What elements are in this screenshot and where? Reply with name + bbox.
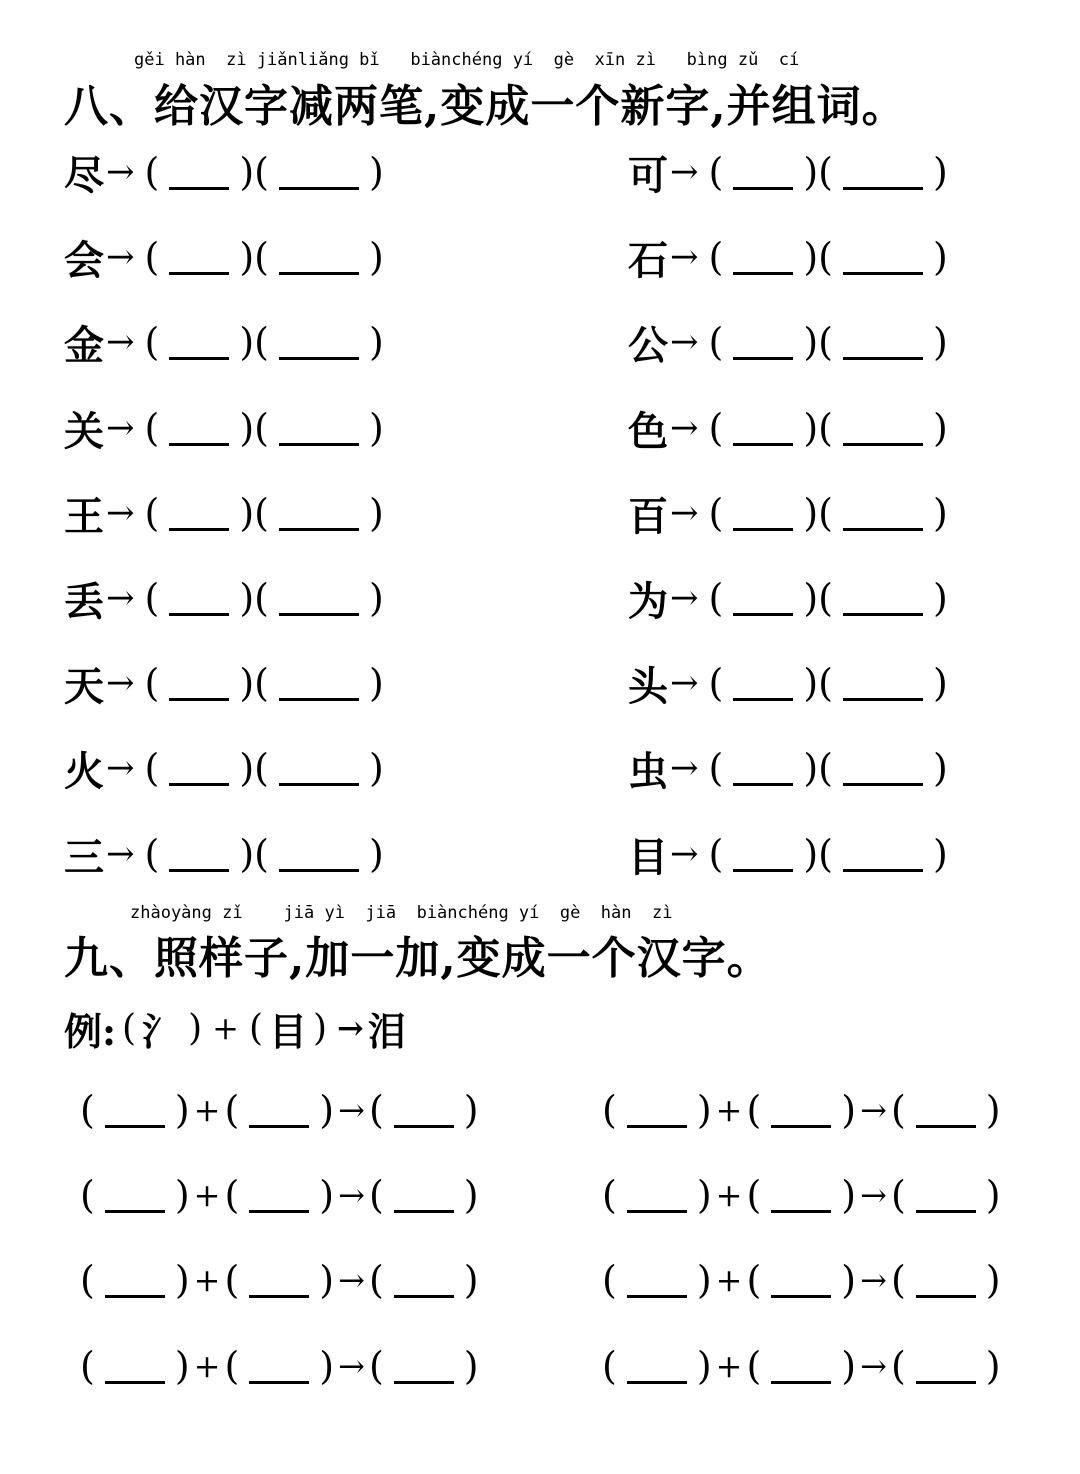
new-character-blank[interactable]	[169, 743, 229, 786]
subtract-strokes-item	[628, 398, 948, 458]
arrow: →	[670, 152, 699, 192]
new-character-blank[interactable]	[169, 488, 229, 531]
right-paren: )	[932, 746, 948, 790]
add-parts-item	[80, 1336, 479, 1396]
part1-blank[interactable]	[105, 1085, 165, 1128]
right-paren: )	[239, 406, 255, 450]
new-character-blank[interactable]	[169, 403, 229, 446]
right-paren: )	[368, 576, 384, 620]
source-character: 目	[628, 833, 668, 881]
part1-blank[interactable]	[627, 1085, 687, 1128]
part2-blank[interactable]	[771, 1085, 831, 1128]
right-paren: )	[319, 1173, 335, 1217]
word-blank[interactable]	[279, 232, 359, 275]
arrow: →	[860, 1347, 887, 1385]
source-character: 头	[628, 662, 668, 710]
result-blank[interactable]	[916, 1085, 976, 1128]
word-blank[interactable]	[843, 829, 923, 872]
right-paren: )	[932, 320, 948, 364]
right-paren: )	[696, 1088, 712, 1132]
right-paren: )	[841, 1173, 857, 1217]
arrow: →	[106, 237, 135, 277]
word-blank[interactable]	[843, 232, 923, 275]
arrow: →	[860, 1091, 887, 1129]
right-paren: )	[803, 491, 819, 535]
left-paren: (	[80, 1344, 95, 1388]
arrow: →	[106, 152, 135, 192]
right-paren: )	[368, 832, 384, 876]
source-character: 丢	[64, 577, 104, 625]
right-paren: )	[368, 661, 384, 705]
left-paren: (	[144, 746, 160, 790]
right-paren: )	[932, 661, 948, 705]
part2-blank[interactable]	[249, 1255, 309, 1298]
word-blank[interactable]	[279, 147, 359, 190]
word-blank[interactable]	[843, 488, 923, 531]
right-paren: )	[932, 150, 948, 194]
arrow: →	[670, 237, 699, 277]
right-paren: )	[932, 235, 948, 279]
left-paren: (	[602, 1258, 617, 1302]
arrow: →	[670, 748, 699, 788]
left-paren: (	[368, 1258, 384, 1302]
plus-sign: +	[193, 1261, 221, 1299]
right-paren: )	[463, 1088, 479, 1132]
subtract-strokes-item	[64, 227, 384, 287]
left-paren: (	[224, 1088, 240, 1132]
right-paren: )	[696, 1344, 712, 1388]
right-paren: )	[985, 1173, 1001, 1217]
left-paren: (	[144, 576, 160, 620]
source-character: 可	[628, 151, 668, 199]
source-character: 虫	[628, 747, 668, 795]
left-paren: (	[254, 746, 269, 790]
subtract-strokes-item	[628, 312, 948, 372]
left-paren: (	[224, 1258, 240, 1302]
new-character-blank[interactable]	[169, 317, 229, 360]
arrow: →	[106, 408, 135, 448]
result-blank[interactable]	[916, 1341, 976, 1384]
section8-pinyin: gěi hàn zì jiǎnliǎng bǐ biànchéng yí gè xīn zì bìng zǔ cí	[134, 50, 800, 70]
left-paren: (	[254, 832, 269, 876]
new-character-blank[interactable]	[733, 147, 793, 190]
example-part1: 氵	[142, 1008, 181, 1054]
source-character: 尽	[64, 151, 104, 199]
left-paren: (	[254, 661, 269, 705]
right-paren: )	[985, 1258, 1001, 1302]
left-paren: (	[818, 491, 833, 535]
left-paren: (	[80, 1258, 95, 1302]
plus-sign: +	[715, 1347, 743, 1385]
add-parts-item	[80, 1250, 479, 1310]
arrow: →	[106, 322, 135, 362]
subtract-strokes-item	[628, 483, 948, 543]
left-paren: (	[890, 1173, 906, 1217]
subtract-strokes-item	[64, 398, 384, 458]
new-character-blank[interactable]	[733, 317, 793, 360]
right-paren: )	[368, 491, 384, 535]
plus-sign: +	[193, 1347, 221, 1385]
left-paren: (	[890, 1258, 906, 1302]
example-part2: 目	[268, 1008, 307, 1054]
arrow: →	[670, 834, 699, 874]
left-paren: (	[818, 406, 833, 450]
left-paren: (	[254, 150, 269, 194]
result-blank[interactable]	[394, 1170, 454, 1213]
word-blank[interactable]	[279, 658, 359, 701]
left-paren: (	[254, 320, 269, 364]
right-paren: )	[239, 150, 255, 194]
new-character-blank[interactable]	[733, 658, 793, 701]
right-paren: )	[368, 150, 384, 194]
left-paren: (	[708, 661, 724, 705]
left-paren: (	[248, 1007, 263, 1049]
word-blank[interactable]	[843, 743, 923, 786]
left-paren: (	[818, 746, 833, 790]
right-paren: )	[803, 576, 819, 620]
left-paren: (	[602, 1088, 617, 1132]
subtract-strokes-item	[64, 653, 384, 713]
left-paren: (	[254, 235, 269, 279]
right-paren: )	[174, 1258, 190, 1302]
arrow: →	[106, 748, 135, 788]
subtract-strokes-item	[628, 653, 948, 713]
arrow: →	[338, 1347, 365, 1385]
right-paren: )	[841, 1344, 857, 1388]
left-paren: (	[254, 491, 269, 535]
right-paren: )	[696, 1258, 712, 1302]
arrow: →	[670, 493, 699, 533]
part2-blank[interactable]	[249, 1170, 309, 1213]
left-paren: (	[818, 150, 833, 194]
subtract-strokes-item	[64, 142, 384, 202]
arrow: →	[106, 493, 135, 533]
new-character-blank[interactable]	[733, 488, 793, 531]
plus-sign: +	[193, 1176, 221, 1214]
left-paren: (	[890, 1088, 906, 1132]
new-character-blank[interactable]	[169, 658, 229, 701]
add-parts-item	[602, 1165, 1001, 1225]
part1-blank[interactable]	[105, 1255, 165, 1298]
add-parts-item	[602, 1336, 1001, 1396]
part1-blank[interactable]	[627, 1170, 687, 1213]
right-paren: )	[174, 1344, 190, 1388]
new-character-blank[interactable]	[169, 829, 229, 872]
right-paren: )	[463, 1173, 479, 1217]
left-paren: (	[80, 1173, 95, 1217]
source-character: 会	[64, 236, 104, 284]
section9-title: 九、照样子,加一加,变成一个汉字。	[64, 933, 772, 984]
right-paren: )	[841, 1258, 857, 1302]
example-result: 泪	[367, 1008, 406, 1054]
subtract-strokes-item	[64, 824, 384, 884]
subtract-strokes-item	[64, 568, 384, 628]
right-paren: )	[239, 832, 255, 876]
left-paren: (	[746, 1088, 762, 1132]
right-paren: )	[239, 661, 255, 705]
arrow: →	[860, 1176, 887, 1214]
source-character: 石	[628, 236, 668, 284]
right-paren: )	[932, 491, 948, 535]
result-blank[interactable]	[394, 1085, 454, 1128]
left-paren: (	[708, 150, 724, 194]
new-character-blank[interactable]	[169, 573, 229, 616]
arrow: →	[670, 408, 699, 448]
example-plus: +	[212, 1009, 239, 1047]
right-paren: )	[368, 235, 384, 279]
part1-blank[interactable]	[627, 1255, 687, 1298]
word-blank[interactable]	[843, 658, 923, 701]
left-paren: (	[602, 1173, 617, 1217]
right-paren: )	[803, 746, 819, 790]
right-paren: )	[932, 832, 948, 876]
part2-blank[interactable]	[771, 1341, 831, 1384]
arrow: →	[106, 578, 135, 618]
right-paren: )	[319, 1258, 335, 1302]
word-blank[interactable]	[279, 829, 359, 872]
left-paren: (	[746, 1258, 762, 1302]
source-character: 王	[64, 492, 104, 540]
plus-sign: +	[715, 1261, 743, 1299]
word-blank[interactable]	[279, 573, 359, 616]
plus-sign: +	[193, 1091, 221, 1129]
left-paren: (	[368, 1173, 384, 1217]
source-character: 为	[628, 577, 668, 625]
left-paren: (	[254, 406, 269, 450]
part1-blank[interactable]	[627, 1341, 687, 1384]
subtract-strokes-item	[628, 568, 948, 628]
left-paren: (	[254, 576, 269, 620]
right-paren: )	[239, 576, 255, 620]
arrow: →	[860, 1261, 887, 1299]
source-character: 公	[628, 321, 668, 369]
subtract-strokes-item	[628, 142, 948, 202]
subtract-strokes-item	[628, 824, 948, 884]
left-paren: (	[224, 1173, 240, 1217]
subtract-strokes-item	[628, 227, 948, 287]
left-paren: (	[80, 1088, 95, 1132]
left-paren: (	[746, 1344, 762, 1388]
left-paren: (	[708, 832, 724, 876]
plus-sign: +	[715, 1176, 743, 1214]
subtract-strokes-item	[64, 312, 384, 372]
example-arrow: →	[337, 1009, 364, 1047]
word-blank[interactable]	[843, 317, 923, 360]
left-paren: (	[144, 491, 160, 535]
left-paren: (	[708, 491, 724, 535]
source-character: 火	[64, 747, 104, 795]
right-paren: )	[932, 406, 948, 450]
left-paren: (	[144, 320, 160, 364]
left-paren: (	[602, 1344, 617, 1388]
right-paren: )	[803, 320, 819, 364]
right-paren: )	[985, 1088, 1001, 1132]
result-blank[interactable]	[394, 1341, 454, 1384]
subtract-strokes-item	[64, 483, 384, 543]
left-paren: (	[708, 746, 724, 790]
word-blank[interactable]	[843, 403, 923, 446]
example-label: 例:	[64, 1008, 117, 1054]
left-paren: (	[368, 1088, 384, 1132]
right-paren: )	[313, 1007, 328, 1049]
right-paren: )	[803, 832, 819, 876]
right-paren: )	[463, 1258, 479, 1302]
add-parts-item	[602, 1250, 1001, 1310]
section8-title: 八、给汉字减两笔,变成一个新字,并组词。	[64, 81, 907, 132]
part2-blank[interactable]	[771, 1170, 831, 1213]
arrow: →	[106, 663, 135, 703]
add-parts-item	[80, 1165, 479, 1225]
add-parts-item	[80, 1080, 479, 1140]
left-paren: (	[144, 832, 160, 876]
arrow: →	[338, 1261, 365, 1299]
right-paren: )	[803, 235, 819, 279]
section9-pinyin: zhàoyàng zǐ jiā yì jiā biànchéng yí gè hàn zì	[130, 903, 673, 923]
left-paren: (	[818, 320, 833, 364]
word-blank[interactable]	[279, 403, 359, 446]
right-paren: )	[932, 576, 948, 620]
word-blank[interactable]	[279, 317, 359, 360]
result-blank[interactable]	[394, 1255, 454, 1298]
part2-blank[interactable]	[249, 1085, 309, 1128]
left-paren: (	[708, 235, 724, 279]
word-blank[interactable]	[843, 147, 923, 190]
arrow: →	[670, 663, 699, 703]
add-parts-item	[602, 1080, 1001, 1140]
left-paren: (	[890, 1344, 906, 1388]
left-paren: (	[368, 1344, 384, 1388]
left-paren: (	[818, 235, 833, 279]
arrow: →	[338, 1176, 365, 1214]
right-paren: )	[463, 1344, 479, 1388]
word-blank[interactable]	[279, 743, 359, 786]
right-paren: )	[368, 320, 384, 364]
left-paren: (	[122, 1007, 137, 1049]
new-character-blank[interactable]	[169, 232, 229, 275]
subtract-strokes-item	[64, 738, 384, 798]
example-row	[64, 1000, 406, 1056]
left-paren: (	[818, 661, 833, 705]
right-paren: )	[239, 320, 255, 364]
right-paren: )	[174, 1088, 190, 1132]
new-character-blank[interactable]	[733, 573, 793, 616]
source-character: 百	[628, 492, 668, 540]
part2-blank[interactable]	[249, 1341, 309, 1384]
left-paren: (	[708, 320, 724, 364]
right-paren: )	[368, 746, 384, 790]
right-paren: )	[239, 746, 255, 790]
left-paren: (	[818, 576, 833, 620]
source-character: 色	[628, 407, 668, 455]
right-paren: )	[174, 1173, 190, 1217]
right-paren: )	[239, 235, 255, 279]
right-paren: )	[239, 491, 255, 535]
new-character-blank[interactable]	[733, 403, 793, 446]
result-blank[interactable]	[916, 1170, 976, 1213]
left-paren: (	[708, 406, 724, 450]
left-paren: (	[746, 1173, 762, 1217]
left-paren: (	[144, 150, 160, 194]
new-character-blank[interactable]	[733, 829, 793, 872]
right-paren: )	[803, 150, 819, 194]
word-blank[interactable]	[279, 488, 359, 531]
right-paren: )	[803, 406, 819, 450]
right-paren: )	[696, 1173, 712, 1217]
word-blank[interactable]	[843, 573, 923, 616]
right-paren: )	[803, 661, 819, 705]
arrow: →	[106, 834, 135, 874]
part2-blank[interactable]	[771, 1255, 831, 1298]
source-character: 金	[64, 321, 104, 369]
part1-blank[interactable]	[105, 1170, 165, 1213]
left-paren: (	[144, 661, 160, 705]
left-paren: (	[708, 576, 724, 620]
new-character-blank[interactable]	[733, 743, 793, 786]
right-paren: )	[319, 1344, 335, 1388]
plus-sign: +	[715, 1091, 743, 1129]
subtract-strokes-item	[628, 738, 948, 798]
left-paren: (	[224, 1344, 240, 1388]
right-paren: )	[188, 1007, 203, 1049]
source-character: 关	[64, 407, 104, 455]
arrow: →	[338, 1091, 365, 1129]
arrow: →	[670, 322, 699, 362]
left-paren: (	[144, 235, 160, 279]
right-paren: )	[841, 1088, 857, 1132]
part1-blank[interactable]	[105, 1341, 165, 1384]
result-blank[interactable]	[916, 1255, 976, 1298]
left-paren: (	[818, 832, 833, 876]
right-paren: )	[368, 406, 384, 450]
new-character-blank[interactable]	[733, 232, 793, 275]
right-paren: )	[985, 1344, 1001, 1388]
source-character: 三	[64, 833, 104, 881]
left-paren: (	[144, 406, 160, 450]
source-character: 天	[64, 662, 104, 710]
right-paren: )	[319, 1088, 335, 1132]
arrow: →	[670, 578, 699, 618]
new-character-blank[interactable]	[169, 147, 229, 190]
